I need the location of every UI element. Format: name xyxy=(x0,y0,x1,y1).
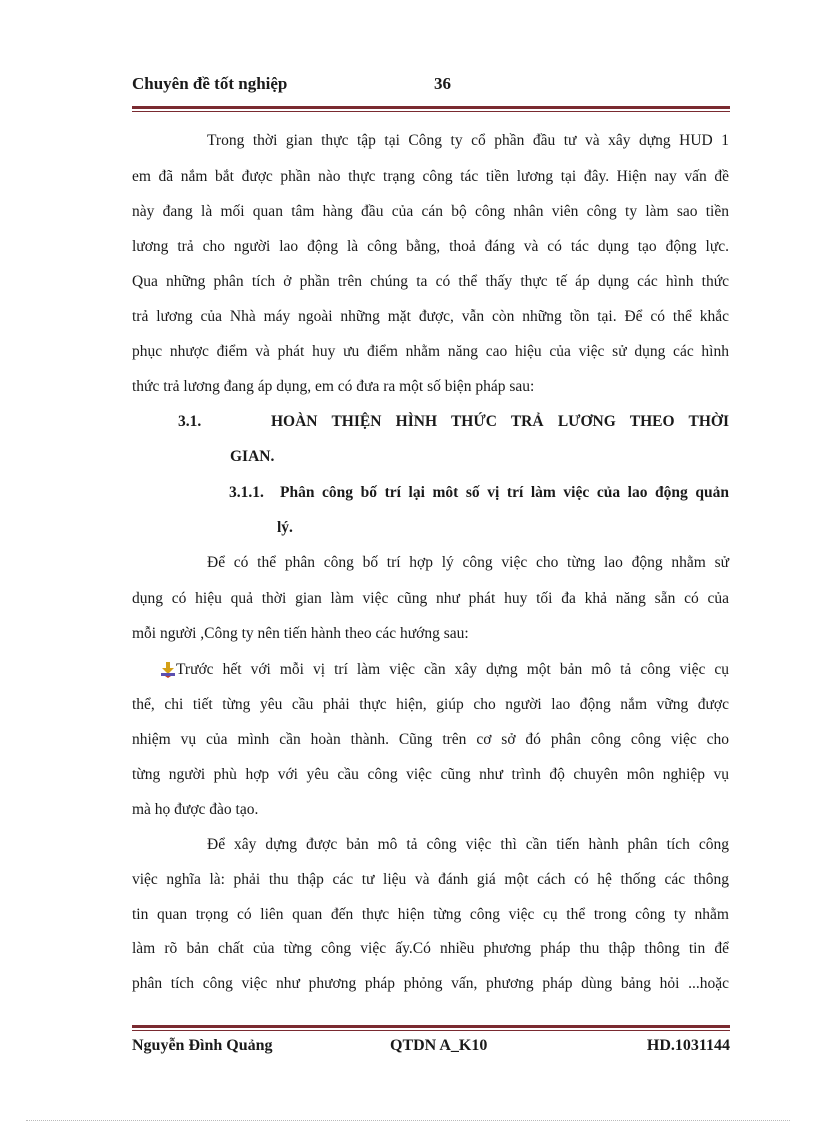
text-line: mỗi người ,Công ty nên tiến hành theo các hướng sau: xyxy=(132,625,469,642)
arrow-bullet-icon xyxy=(161,662,175,678)
text-line: Để có thể phân công bố trí hợp lý công việc cho từng lao động nhằm sử xyxy=(207,554,729,571)
text-line: trả lương của Nhà máy ngoài những mặt được, vẫn còn những tồn tại. Để có thể khắc xyxy=(132,308,729,325)
text-line: tin quan trọng có liên quan đến thực hiện từng công việc cụ thể trong công ty nhằm xyxy=(132,906,729,923)
text-line: thể, chi tiết từng yêu cầu phải thực hiện, giúp cho người lao động nắm vững được xyxy=(132,696,729,713)
text-line: làm rõ bản chất của từng công việc ấy.Có nhiều phương pháp thu thập thông tin để xyxy=(132,940,729,957)
footer-rule xyxy=(132,1025,730,1031)
text-line: Để xây dựng được bản mô tả công việc thì cần tiến hành phân tích công xyxy=(207,836,729,853)
document-title: Chuyên đề tốt nghiệp xyxy=(132,74,288,93)
text-line: này đang là mối quan tâm hàng đầu của cán bộ công nhân viên công ty làm sao tiền xyxy=(132,203,729,220)
text-line: phân tích công việc như phương pháp phỏng vấn, phương pháp dùng bảng hỏi ...hoặc xyxy=(132,975,729,992)
text-line: Trong thời gian thực tập tại Công ty cổ phần đầu tư và xây dựng HUD 1 xyxy=(207,132,729,149)
subsection-number: 3.1.1. xyxy=(229,484,264,501)
subsection-title: Phân công bố trí lại môt số vị trí làm việc của lao động quản xyxy=(280,484,729,501)
text-line: dụng có hiệu quả thời gian làm việc cũng như phát huy tối đa khả năng sẵn có của xyxy=(132,590,729,607)
subsection-title-continued: lý. xyxy=(277,519,293,536)
page-header xyxy=(132,74,730,98)
section-title: HOÀN THIỆN HÌNH THỨC TRẢ LƯƠNG THEO THỜI xyxy=(271,413,729,430)
text-line: Trước hết với mỗi vị trí làm việc cần xây dựng một bản mô tả công việc cụ xyxy=(176,661,729,678)
page-footer xyxy=(132,1037,730,1059)
text-line: mà họ được đào tạo. xyxy=(132,801,259,818)
page-bottom-edge xyxy=(26,1120,790,1121)
page-number: 36 xyxy=(434,74,451,93)
text-line: từng người phù hợp với yêu cầu công việc cũng như trình độ chuyên môn nghiệp vụ xyxy=(132,766,729,783)
footer-student-id: HD.1031144 xyxy=(646,1037,730,1054)
text-line: nhiệm vụ của mình cần hoàn thành. Cũng trên cơ sở đó phân công công việc cho xyxy=(132,731,729,748)
section-title-continued: GIAN. xyxy=(230,448,275,465)
section-number: 3.1. xyxy=(178,413,202,430)
text-line: việc nghĩa là: phải thu thập các tư liệu và đánh giá một cách có hệ thống các thông xyxy=(132,871,729,888)
text-line: lương trả cho người lao động là công bằng, thoả đáng và có tác dụng tạo động lực. xyxy=(132,238,729,255)
footer-class: QTDN A_K10 xyxy=(390,1037,488,1054)
text-line: Qua những phân tích ở phần trên chúng ta có thể thấy thực tế áp dụng các hình thức xyxy=(132,273,729,290)
text-line: phục nhược điểm và phát huy ưu điểm nhằm năng cao hiệu của việc sử dụng các hình xyxy=(132,343,729,360)
footer-author: Nguyễn Đình Quảng xyxy=(132,1037,273,1054)
text-line: em đã nắm bắt được phần nào thực trạng công tác tiền lương tại đây. Hiện nay vấn đề xyxy=(132,168,729,185)
header-rule xyxy=(132,106,730,112)
text-line: thức trả lương đang áp dụng, em có đưa ra một số biện pháp sau: xyxy=(132,378,535,395)
